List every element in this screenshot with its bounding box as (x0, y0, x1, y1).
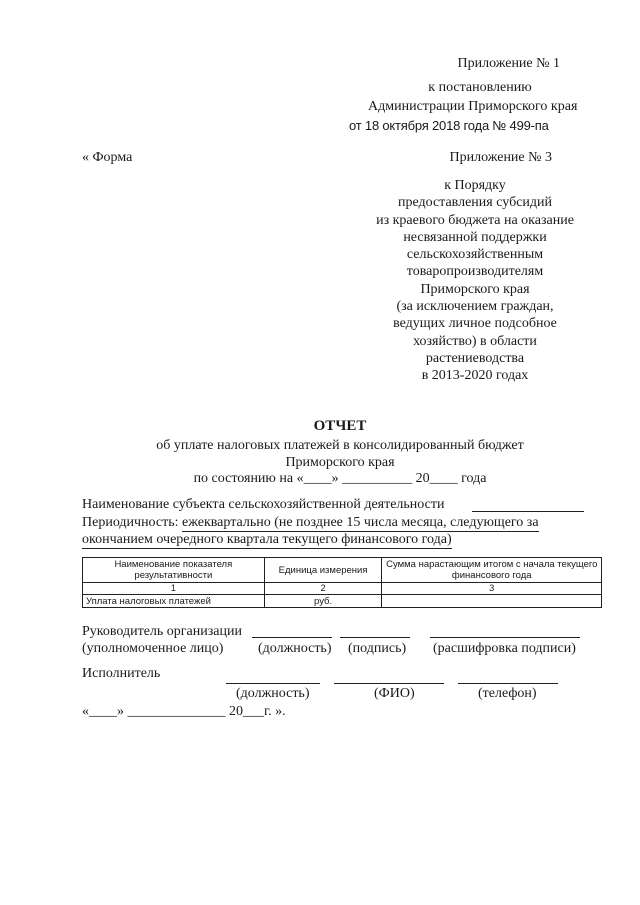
appendix-3-line: (за исключением граждан, (396, 299, 554, 315)
appendix-3-line: в 2013-2020 годах (421, 368, 529, 384)
executor-phone-line[interactable] (458, 683, 558, 684)
executor-label: Исполнитель (82, 666, 161, 681)
to-resolution: к постановлению (428, 80, 532, 95)
periodicity-value: ежеквартально (не позднее 15 числа месяца, следующего за (182, 515, 539, 530)
table-cell: руб. (264, 595, 382, 608)
table-header-cell: Единица измерения (264, 558, 382, 583)
appendix-3-line: растениеводства (425, 350, 525, 366)
executor-name-line[interactable] (334, 683, 444, 684)
head-sub-label: (уполномоченное лицо) (82, 641, 224, 656)
signature-caption: (подпись) (348, 641, 407, 656)
date-number-stamp: от 18 октября 2018 года № 499-па (349, 118, 549, 133)
report-subtitle-region: Приморского края (285, 455, 395, 470)
periodicity-value-cont: окончанием очередного квартала текущего финансового года) (82, 532, 452, 547)
appendix-3-line: хозяйство) в области (413, 333, 537, 349)
executor-phone-caption: (телефон) (478, 686, 537, 701)
form-label: « Форма (82, 150, 133, 165)
decoding-caption: (расшифровка подписи) (433, 641, 576, 656)
table-number-cell: 2 (264, 583, 382, 595)
appendix-3-line: к Порядку (444, 178, 506, 193)
executor-position-line[interactable] (226, 683, 320, 684)
head-position-line[interactable] (252, 637, 332, 638)
appendix-1-title: Приложение № 1 (457, 56, 560, 71)
appendix-3-line: сельскохозяйственным (406, 247, 544, 263)
appendix-3-title: Приложение № 3 (449, 150, 552, 165)
table-row (83, 595, 602, 608)
subject-label: Наименование субъекта сельскохозяйственной деятельности (82, 497, 445, 512)
head-signature-line[interactable] (340, 637, 410, 638)
table-number-cell: 1 (83, 583, 265, 595)
periodicity-row (82, 515, 539, 532)
table-header-cell: Сумма нарастающим итогом с начала текущего финансового года (382, 558, 602, 583)
position-caption: (должность) (258, 641, 332, 656)
table-number-cell: 3 (382, 583, 602, 595)
executor-name-caption: (ФИО) (374, 686, 415, 701)
subject-blank-line[interactable] (472, 511, 584, 512)
date-line: «____» ______________ 20___г. ». (82, 704, 286, 719)
appendix-3-line: ведущих личное подсобное (393, 316, 557, 332)
appendix-3-line: предоставления субсидий (397, 195, 553, 211)
table-header-row (83, 558, 602, 583)
executor-position-caption: (должность) (236, 686, 310, 701)
head-decoding-line[interactable] (430, 637, 580, 638)
report-as-of-date: по состоянию на «____» __________ 20____ года (193, 471, 487, 486)
table-header-cell: Наименование показателя результативности (83, 558, 265, 583)
report-table (82, 557, 602, 608)
appendix-3-block (340, 177, 610, 385)
periodicity-row-2 (82, 532, 452, 549)
appendix-3-line: Приморского края (420, 281, 530, 297)
head-label: Руководитель организации (82, 624, 242, 639)
table-number-row (83, 583, 602, 595)
table-cell: Уплата налоговых платежей (83, 595, 265, 608)
report-title: ОТЧЕТ (313, 418, 367, 434)
table-cell[interactable] (382, 595, 602, 608)
appendix-3-line: несвязанной поддержки (403, 229, 547, 245)
appendix-3-line: товаропроизводителям (406, 264, 544, 280)
appendix-3-line: из краевого бюджета на оказание (376, 212, 574, 228)
report-subtitle: об уплате налоговых платежей в консолидированный бюджет (156, 438, 524, 453)
periodicity-label: Периодичность: (82, 515, 179, 530)
administration-name: Администрации Приморского края (368, 99, 578, 114)
